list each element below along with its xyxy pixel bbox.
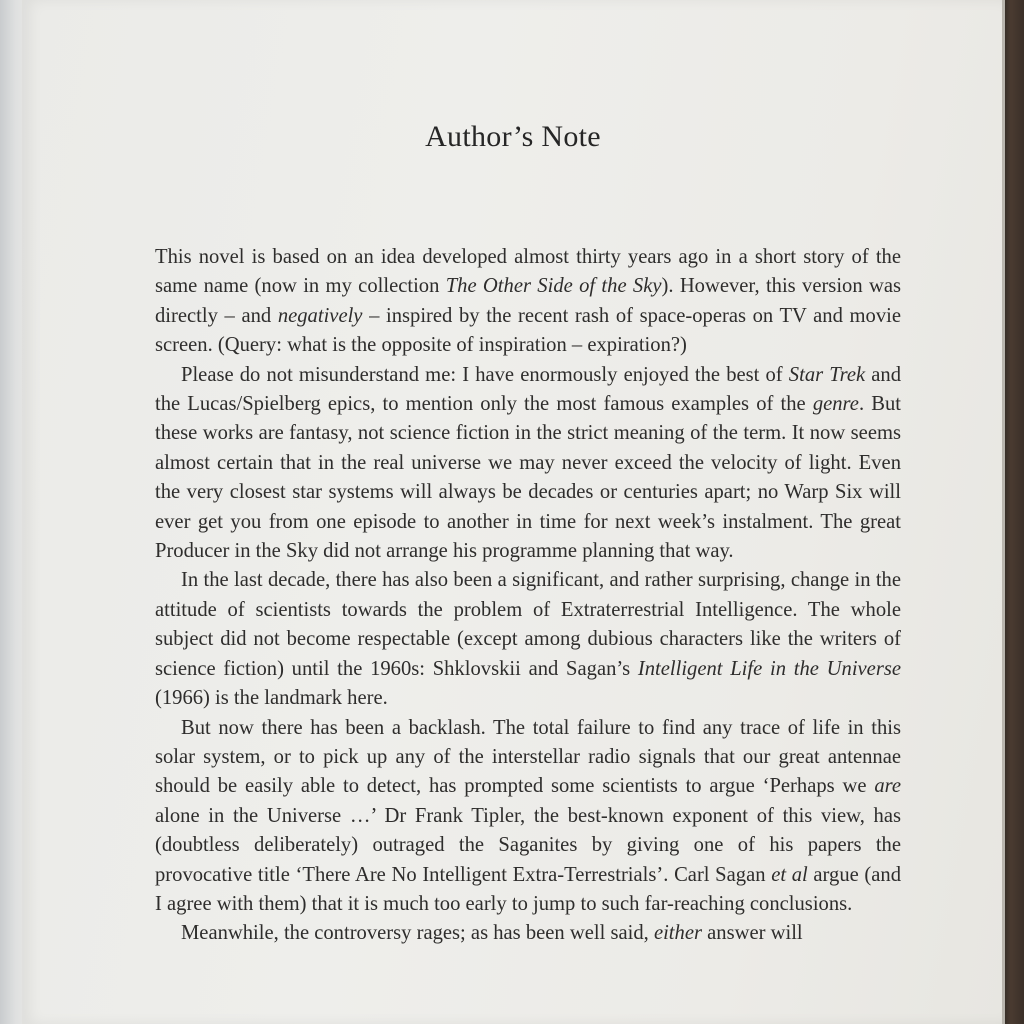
text-run: Meanwhile, the controversy rages; as has been well said,: [181, 922, 654, 945]
text-run: (1966) is the landmark here.: [155, 687, 388, 710]
text-run: This novel is based on an idea developed almost thirty years ago in a short story of the same name (now in my collection: [155, 246, 901, 298]
italic-text: et al: [771, 863, 808, 886]
paragraph-1: [155, 243, 901, 361]
book-page: [22, 0, 1004, 1024]
book-cover-edge: [1002, 0, 1024, 1024]
paragraph-5: [155, 919, 901, 948]
text-run: . But these works are fantasy, not science fiction in the strict meaning of the term. It now seems almost certain that in the real universe we may never exceed the velocity of light. Even the very closest star systems will always be decades or centuries apart; no Warp Six will ever get you from one episode to another in time for next week’s instalment. The great Producer in the Sky did not arrange his programme planning that way.: [155, 393, 901, 563]
paragraph-2: [155, 361, 901, 567]
text-run: But now there has been a backlash. The total failure to find any trace of life in this solar system, or to pick up any of the interstellar radio signals that our great antennae should be easily able to detect, has prompted some scientists to argue ‘Perhaps we: [155, 716, 901, 798]
italic-text: genre: [812, 393, 859, 416]
italic-text: The Other Side of the Sky: [445, 275, 662, 298]
italic-text: negatively: [277, 304, 363, 327]
italic-text: Star Trek: [788, 363, 866, 386]
italic-text: Intelligent Life in the Universe: [637, 657, 901, 680]
page-title: Author’s Note: [425, 120, 601, 153]
text-run: argue (and I agree with them) that it is much too early to jump to such far-reaching conclusions.: [155, 863, 902, 915]
text-run: answer will: [701, 922, 803, 945]
paragraph-3: [155, 566, 901, 713]
text-run: alone in the Universe …’ Dr Frank Tipler, the best-known exponent of this view, has (doubtless deliberately) outraged the Saganites by giving one of his papers the provocative title ‘There Are No Intelligent Extra-Terrestrials’. Carl Sagan: [155, 804, 901, 886]
text-run: Please do not misunderstand me: I have enormously enjoyed the best of: [181, 363, 789, 386]
italic-text: either: [653, 922, 702, 945]
text-run: ). However, this version was directly – and: [155, 275, 901, 327]
text-run: – inspired by the recent rash of space-operas on TV and movie screen. (Query: what is the opposite of inspiration – expiration?): [155, 304, 902, 357]
paragraph-4: [155, 714, 901, 920]
text-run: In the last decade, there has also been a significant, and rather surprising, change in the attitude of scientists towards the problem of Extraterrestrial Intelligence. The whole subject did not become respectable (except among dubious characters like the writers of science fiction) until the 1960s: Shklovskii and Sagan’s: [155, 569, 901, 680]
text-run: and the Lucas/Spielberg epics, to mention only the most famous examples of the: [155, 363, 901, 416]
italic-text: are: [874, 775, 901, 798]
body-text: [155, 243, 901, 949]
